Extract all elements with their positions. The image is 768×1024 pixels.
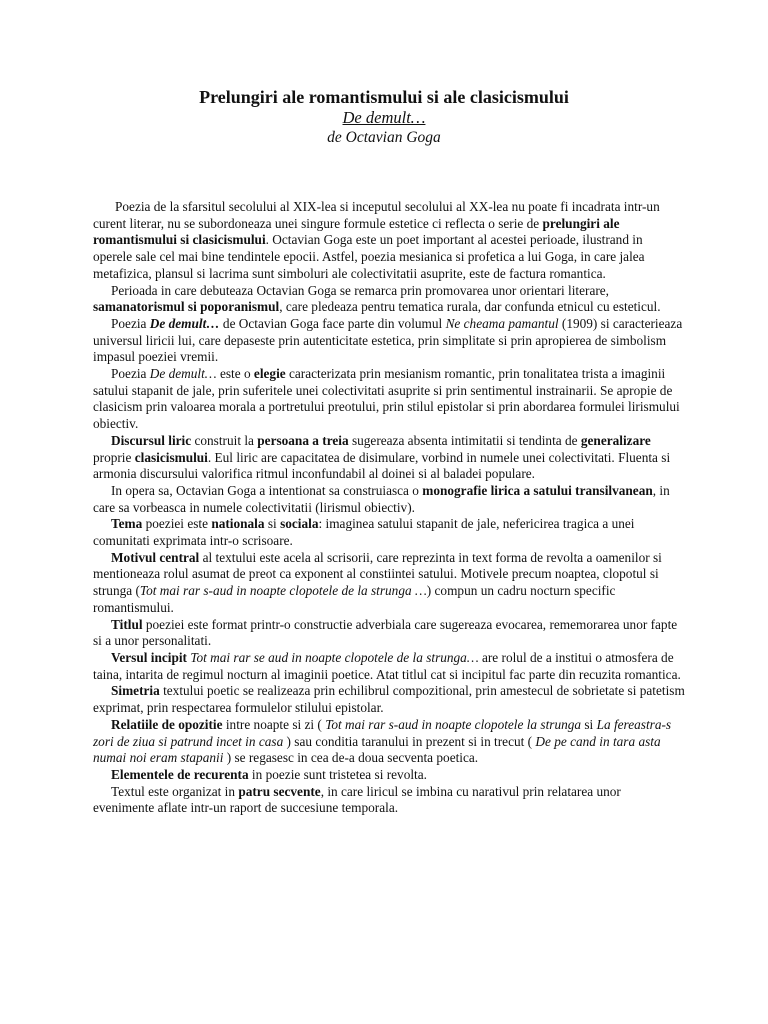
text-run: caracterizata prin mesianism romantic, prin tonalitatea trista a imaginii satului stapanit de jale, prin suferitele unei colectivitati asuprite si prin sentimentul instrainarii. Se apropie de clasicism prin valoarea morala a portretului preotului, prin stilul epistolar si prin abordarea formulei lirismului obiectiv. [93,366,680,432]
text-run: , in care sa vorbeasca in numele colectivitatii (lirismul obiectiv). [93,482,670,515]
text-run: ) compun un cadru nocturn specific romantismului. [93,583,616,615]
emphasis-text: La fereastra-s zori de ziua si patrund incet in casa [93,716,672,749]
text-run: de Octavian Goga face parte din volumul [219,315,446,331]
emphasis-text: Simetria [111,683,160,699]
text-run: poeziei este [142,516,212,532]
text-run: Poezia [111,315,150,331]
emphasis-text: generalizare [580,432,651,448]
text-run: : imaginea satului stapanit de jale, nefericirea tragica a unei comunitati exprimata intr-o scrisoare. [93,516,635,549]
paragraph [93,650,685,683]
emphasis-text: De demult… [149,366,217,382]
emphasis-text: Tot mai rar s-aud in noapte clopotele la strunga [325,716,582,732]
paragraph [93,767,685,784]
text-run: In opera sa, Octavian Goga a intentionat sa construiasca o [111,482,423,498]
emphasis-text: Versul incipit [111,649,187,665]
paragraph [93,784,685,817]
emphasis-text: elegie [253,366,286,382]
paragraph [93,316,685,366]
text-run: textului poetic se realizeaza prin echilibrul compozitional, prin amestecul de sobrietate si patetism exprimat, prin respectarea formulelor stilului epistolar. [93,683,685,716]
emphasis-text: De demult… [149,315,220,331]
emphasis-text: nationala [211,516,265,532]
text-run: si [581,716,597,732]
text-run: in poezie sunt tristetea si revolta. [248,766,427,782]
text-run: (1909) si caracterieaza universul liricii lui, care depaseste prin autenticitate estetica, prin simplitate si prin apropierea de simbolism impasul poeziei vremii. [93,315,683,365]
text-run: ) se regasesc in cea de-a doua secventa poetica. [223,750,479,766]
paragraph [93,617,685,650]
emphasis-text: Elementele de recurenta [111,766,249,782]
paragraph [93,433,685,483]
text-run: construit la [191,432,258,448]
paragraph [93,717,685,767]
text-run: poeziei este format printr-o constructie adverbiala care sugereaza evocarea, rememorarea unor fapte si a unor personalitati. [93,616,678,649]
paragraph [93,483,685,516]
paragraph [93,683,685,716]
text-run: , in care liricul se imbina cu narativul prin relatarea unor evenimente aflate intr-un raport de succesiune temporala. [93,783,621,816]
emphasis-text: Relatiile de opozitie [111,716,223,732]
text-run: al textului este acela al scrisorii, care reprezinta in text forma de revolta a oamenilor si mentioneaza rolul asumat de preot ca exponent al constiintei satului. Motivele precum noaptea, clopotul si strunga ( [93,549,662,599]
author-line: de Octavian Goga [327,129,441,146]
paragraph [93,283,685,316]
emphasis-text: clasicismului [134,449,208,465]
document-header [0,86,768,147]
emphasis-text: sociala [280,516,319,532]
text-run: Poezia [111,366,150,382]
emphasis-text: Discursul liric [111,432,192,448]
document-body [93,199,685,817]
text-run: . Octavian Goga este un poet important al acestei perioade, ilustrand in operele sale cel mai bine tendintele epocii. Astfel, poezia mesianica si profetica a lui Goga, in care jalea metafizica, plansul si lacrima sunt simboluri ale colectivitatii asuprite, este de factura romantica. [93,232,645,281]
text-run: . Eul liric are capacitatea de disimulare, vorbind in numele unei colectivitati. Fluenta si armonia discursului valorifica ritmul inconfundabil al doinei si al baladei populare. [93,449,671,482]
text-run: Poezia de la sfarsitul secolului al XIX-lea si inceputul secolului al XX-lea nu poate fi incadrata intr-un curent literar, nu se subordoneaza unei singure formule estetice ci reflecta o serie de [93,199,660,231]
text-run: , care pledeaza pentru tematica rurala, dar confunda etnicul cu esteticul. [279,299,661,315]
emphasis-text: De pe cand in tara asta numai noi eram stapanii [93,733,661,766]
emphasis-text: persoana a treia [257,432,349,448]
text-run: este o [216,366,254,382]
paragraph [93,550,685,617]
paragraph [93,199,685,283]
text-run: sugereaza absenta intimitatii si tendinta de [348,432,581,448]
emphasis-text: patru secvente [238,783,321,799]
text-run: Textul este organizat in [111,783,239,799]
poem-title: De demult… [342,108,426,127]
emphasis-text: monografie lirica a satului transilvanean [422,482,653,498]
emphasis-text: prelungiri ale romantismului si clasicismului [93,215,620,248]
text-run: ) sau conditia taranului in prezent si in trecut ( [283,733,536,749]
text-run: intre noapte si zi ( [222,716,326,732]
text-run: Perioada in care debuteaza Octavian Goga se remarca prin promovarea unor orientari literare, [111,282,610,298]
emphasis-text: Ne cheama pamantul [445,315,559,331]
document-title: Prelungiri ale romantismului si ale clasicismului [199,87,569,107]
emphasis-text: Titlul [111,616,143,632]
paragraph [93,516,685,549]
text-run: proprie [93,449,135,465]
emphasis-text: Tema [111,516,143,532]
text-run: si [264,516,281,532]
paragraph [93,366,685,433]
emphasis-text: samanatorismul si poporanismul [93,299,280,315]
emphasis-text: Tot mai rar se aud in noapte clopotele de la strunga… [190,649,479,665]
emphasis-text: Tot mai rar s-aud in noapte clopotele de la strunga … [139,583,427,599]
text-run: are rolul de a institui o atmosfera de taina, intarita de regimul nocturn al imaginii poetice. Atat titlul cat si incipitul fac parte din recuzita romantica. [93,649,681,682]
emphasis-text: Motivul central [111,549,200,565]
